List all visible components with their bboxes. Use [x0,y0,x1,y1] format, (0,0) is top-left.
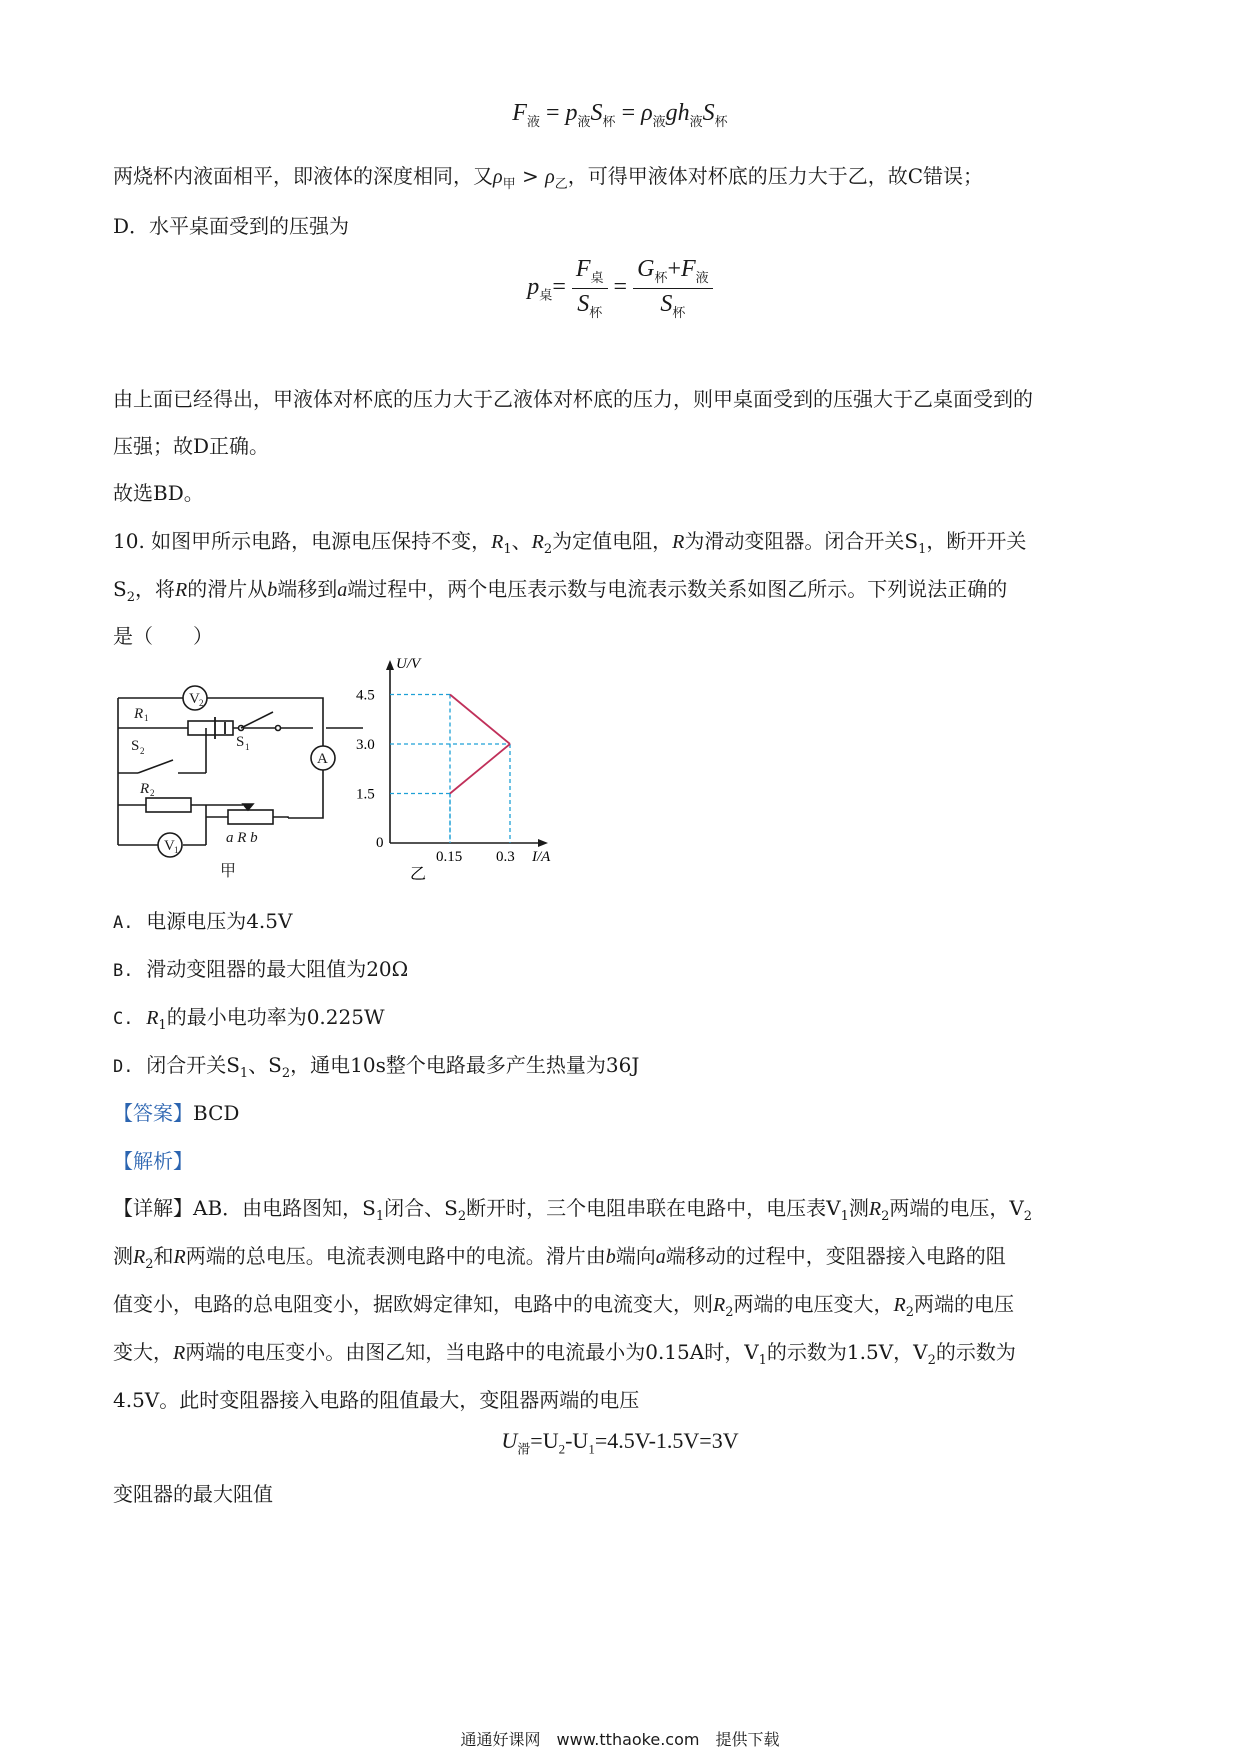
y-tick-label: 3.0 [356,737,375,753]
question-10-line-2: $S_2$，将R的滑片从b端移到a端过程中，两个电压表示数与电流表示数关系如图乙所示。下列说法正确的 [113,577,1008,605]
chart-caption: 乙 [410,864,427,883]
formula-table-pressure: $p_桌=$ $\frac{F_桌}{S_杯}$ = $\frac{G_杯+F_液}{S_杯}$ [0,256,1240,321]
r2-label: R [140,781,150,797]
y-axis-arrow [386,660,394,670]
question-10-line-3: 是（ ） [113,624,213,648]
ui-chart [345,656,565,883]
answer-value: BCD [193,1101,240,1125]
x-axis-arrow [538,839,548,847]
r1-label: R [134,706,144,722]
formula-slider-voltage: $U_滑=U_2-U_1=4.5V-1.5V=3V$ [501,1428,739,1457]
analysis-tag: 【解析】 [113,1149,193,1173]
text-line-choose: 故选BD。 [113,481,204,505]
detail-line-5: 4.5V。此时变阻器接入电路的阻值最大，变阻器两端的电压 [113,1388,640,1412]
series-line-2 [450,744,510,794]
option-c: C. $R_1$的最小电功率为0.225W [113,1005,385,1033]
circuit-caption: 甲 [220,861,237,880]
svg-text:2: 2 [199,698,204,708]
v2-label: V [189,691,200,707]
detail-line-1: 【详解】AB．由电路图知，$S_1$闭合、$S_2$断开时，三个电阻串联在电路中，电压表$V_1$测$R_2$两端的电压，$V_2$ [113,1196,1033,1224]
circuit-diagram [108,668,338,883]
option-d: D. 闭合开关$S_1$、$S_2$，通电10s整个电路最多产生热量为36J [113,1053,640,1081]
answer-tag: 【答案】 [113,1101,193,1125]
ammeter-label: A [317,751,328,767]
v1-label: V [164,838,175,854]
x-tick-label: 0.3 [496,849,515,865]
origin-label: 0 [376,835,384,851]
y-tick-label: 4.5 [356,687,375,704]
footer-source: 通通好课网 www.tthaoke.com 提供下载 [460,1730,780,1749]
svg-text:2: 2 [150,788,155,798]
x-axis-label: I/A [532,849,551,865]
detail-line-3: 值变小，电路的总电阻变小，据欧姆定律知，电路中的电流变大，则$R_2$两端的电压变大，$R_2$两端的电压 [113,1292,1014,1320]
s2-label: S [131,738,140,754]
series-line-1 [450,695,510,745]
svg-text:2: 2 [140,746,145,756]
text-line-d-reasoning-1: 由上面已经得出，甲液体对杯底的压力大于乙液体对杯底的压力，则甲桌面受到的压强大于乙桌面受到的 [113,387,1033,411]
y-axis-label: U/V [396,656,421,672]
svg-text:1: 1 [144,713,149,723]
text-line-d-reasoning-2: 压强；故D正确。 [113,434,270,458]
y-tick-label: 1.5 [356,786,375,803]
detail-line-4: 变大，R两端的电压变小。由图乙知，当电路中的电流最小为0.15A时，$V_1$的示数为1.5V，$V_2$的示数为 [113,1340,1016,1368]
s1-label: S [236,734,245,750]
answer-line [113,1097,239,1126]
formula-liquid-force: $F_液 = p_液S_杯 = \rho_液gh_液S_杯$ [512,100,728,129]
svg-text:1: 1 [245,742,250,752]
text-line-option-c-conclusion: 两烧杯内液面相平，即液体的深度相同，又$\rho_甲 > \rho_乙$，可得甲液体对杯底的压力大于乙，故C错误； [113,164,984,192]
rheostat-label: a R b [226,830,258,846]
text-line-max-resistance: 变阻器的最大阻值 [113,1482,273,1506]
x-tick-label: 0.15 [436,849,463,865]
option-b: B. 滑动变阻器的最大阻值为20Ω [113,957,409,981]
question-10-line-1: 10. 如图甲所示电路，电源电压保持不变，$R_1$、$R_2$为定值电阻，R为滑动变阻器。闭合开关$S_1$，断开开关 [113,529,1027,557]
detail-line-2: 测$R_2$和R两端的总电压。电流表测电路中的电流。滑片由b端向a端移动的过程中，变阻器接入电路的阻 [113,1244,1006,1272]
svg-text:1: 1 [174,845,179,855]
option-a: A. 电源电压为4.5V [113,909,293,933]
text-line-option-d: D．水平桌面受到的压强为 [113,214,350,238]
